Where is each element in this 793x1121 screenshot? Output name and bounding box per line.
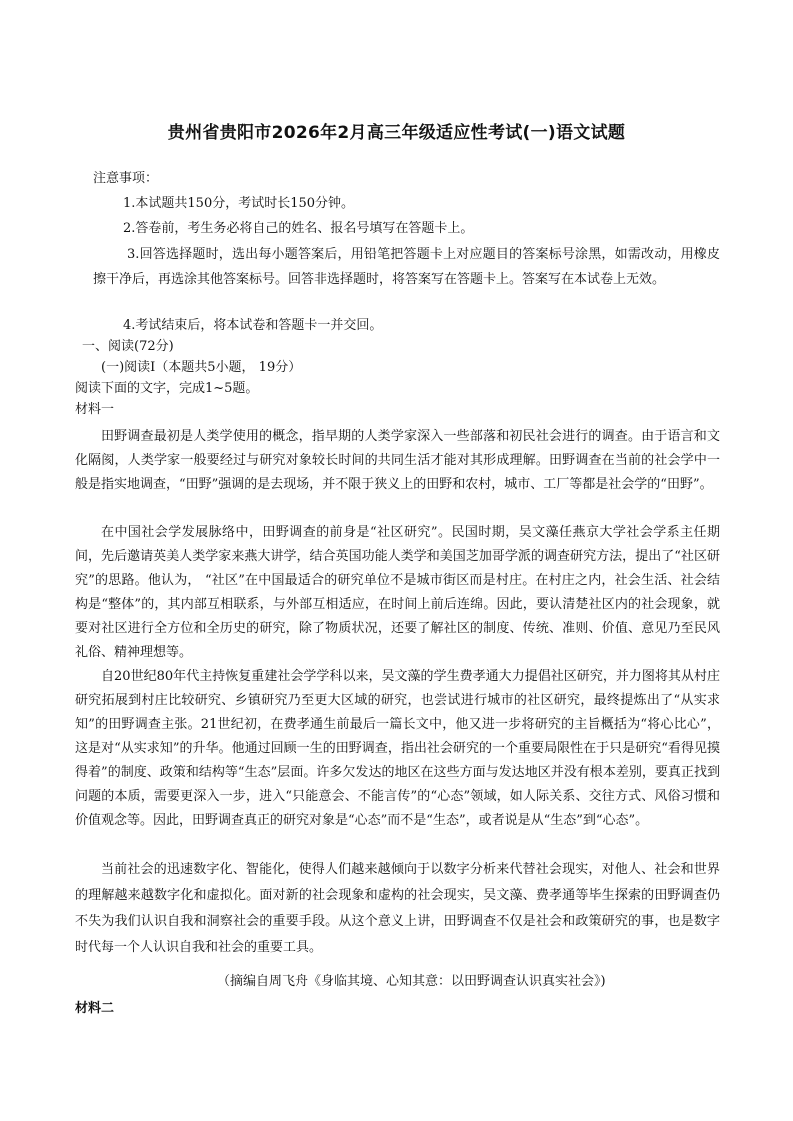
material-1-paragraph-3: 自20世纪80年代主持恢复重建社会学学科以来，吴文藻的学生费孝通大力提倡社区研究，并力图将其从村庄研究拓展到村庄比较研究、乡镇研究乃至更大区域的研究，也尝试进行城市的社区研究，最终提炼出了“从实求知”的田野调查主张。21世纪初，在费孝通生前最后一篇长文中，他又进一步将研究的主旨概括为“将心比心”，这是对“从实求知”的升华。他通过回顾一生的田野调查，指出社会研究的一个重要局限性在于只是研究“看得见摸得着”的制度、政策和结构等“生态”层面。许多欠发达的地区在这些方面与发达地区并没有根本差别，要真正找到问题的本质，需要更深入一步，进入“只能意会、不能言传”的“心态”领域，如人际关系、交往方式、风俗习惯和价值观念等。因此，田野调查真正的研究对象是“心态”而不是“生态”，或者说是从“生态”到“心态”。: [75, 669, 720, 828]
subsection-heading: (一)阅读Ⅰ（本题共5小题， 19分）: [101, 360, 302, 375]
material-1-label: 材料一: [75, 402, 115, 417]
notice-item-4: 4.考试结束后，将本试卷和答题卡一并交回。: [123, 318, 383, 333]
material-1-paragraph-2: 在中国社会学发展脉络中，田野调查的前身是“社区研究”。民国时期，吴文藻任燕京大学社会学系主任期间，先后邀请英美人类学家来燕大讲学，结合英国功能人类学和美国芝加哥学派的调查研究方法，提出了“社区研究”的思路。他认为， “社区”在中国最适合的研究单位不是城市街区而是村庄。在村庄之内，社会生活、社会结构是“整体”的，其内部互相联系，与外部互相适应，在时间上前后连绵。因此，要认清楚社区内的社会现象，就要对社区进行全方位和全历史的研究，除了物质状况，还要了解社区的制度、传统、准则、价值、意见乃至民风礼俗、精神理想等。: [75, 525, 720, 660]
material-1-paragraph-1: 田野调查最初是人类学使用的概念，指早期的人类学家深入一些部落和初民社会进行的调查。由于语言和文化隔阂，人类学家一般要经过与研究对象较长时间的共同生活才能对其形成理解。田野调查在当前的社会学中一般是指实地调查，“田野”强调的是去现场，并不限于狭义上的田野和农村，城市、工厂等都是社会学的“田野”。: [75, 429, 720, 492]
notice-item-2: 2.答卷前，考生务必将自己的姓名、报名号填写在答题卡上。: [123, 221, 474, 236]
reading-instruction: 阅读下面的文字，完成1~5题。: [75, 381, 259, 396]
notice-heading: 注意事项：: [93, 171, 159, 186]
material-1-source: （摘编自周飞舟《身临其境、心知其意：以田野调查认识真实社会》): [217, 974, 606, 989]
material-1-paragraph-4: 当前社会的迅速数字化、智能化，使得人们越来越倾向于以数字分析来代替社会现实，对他人、社会和世界的理解越来越数字化和虚拟化。面对新的社会现象和虚构的社会现实，吴文藻、费孝通等毕生探索的田野调查仍不失为我们认识自我和洞察社会的重要手段。从这个意义上讲，田野调查不仅是社会和政策研究的事，也是数字时代每一个人认识自我和社会的重要工具。: [75, 862, 720, 955]
notice-item-1: 1.本试题共150分，考试时长150分钟。: [123, 196, 355, 211]
page-title: 贵州省贵阳市2026年2月高三年级适应性考试(一)语文试题: [167, 123, 626, 143]
material-2-label: 材料二: [75, 1001, 115, 1016]
section-heading: 一、阅读(72分): [82, 339, 174, 354]
notice-item-3: 3.回答选择题时，选出每小题答案后，用铅笔把答题卡上对应题目的答案标号涂黑，如需改动，用橡皮擦干净后，再选涂其他答案标号。回答非选择题时，将答案写在答题卡上。答案写在本试卷上无效。: [93, 247, 720, 287]
